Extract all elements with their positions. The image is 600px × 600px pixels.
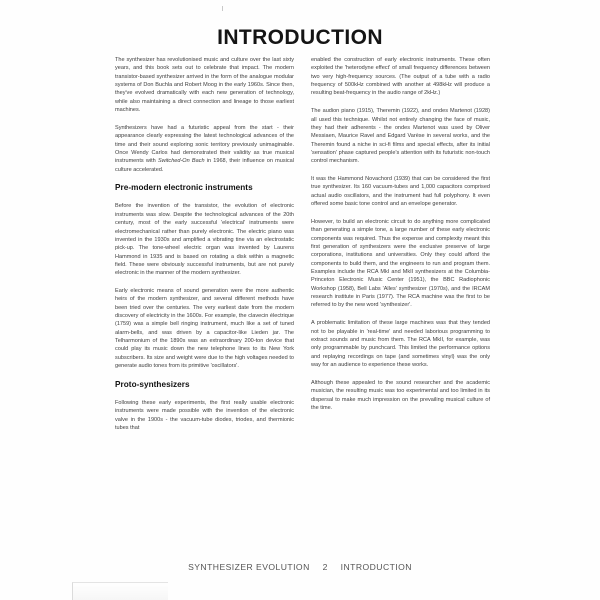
paragraph: Before the invention of the transistor, the evolution of electronic instruments was slow. Despite the technological advances of the 20th century, most of the early successful 'electrical' instruments were electromechanical rather than purely electronic. The electric piano was invented in the 1930s and amplified a vibrating tine via an electrostatic pick-up. The tone-wheel electric organ was invented by Laurens Hammond in 1935 and is based on rotating a disk within a magnetic field. These were obviously successful instruments, but are not purely electronic in the manner of the modern synthesizer. [115,203,294,277]
paragraph-text-part-1: Synthesizers have had a futuristic appeal from the start - their appearance clearly expressing the latest technological advances of the time and their sound exploring sonic territory previously unimaginable. Once Wendy Carlos had demonstrated their validity as true musical instruments with [115,124,294,165]
paragraph-text-part-2: in 1968, their influence on musical culture accelerated. [115,158,294,173]
footer-page-number: 2 [322,562,328,572]
paragraph [115,124,294,174]
paragraph: A problematic limitation of these large machines was that they tended not to be playable in 'real-time' and needed laborious programming to extract sounds and music from them. The RCA MkII, for example, was only programmable by punchcard. This limited the performance options and replaying recordings on tape (and sometimes vinyl) was the only way for an audience to experience these works. [311,320,490,368]
two-column-body [115,56,490,432]
section-heading-pre-modern: Pre-modern electronic instruments [115,183,253,193]
paragraph: Although these appealed to the sound researcher and the academic musician, the resulting music was too experimental and too limited in its dispersal to make much impression on the prevailing musical culture of the time. [311,379,490,411]
footer-chapter: INTRODUCTION [340,562,412,572]
paragraph: It was the Hammond Novachord (1939) that can be considered the first true synthesizer. Its 160 vacuum-tubes and 1,000 capacitors comprised actual audio oscillators, and the instrument had full polyphony. It even offered some basic tone control and an envelope generator. [311,176,490,208]
paragraph: Early electronic means of sound generation were the more authentic heirs of the modern synthesizer, and several different methods have been tried over the centuries. The very earliest date from the modern discovery of electricity in the 1600s. For example, the clavecin électrique (1759) was a simple bell ringing instrument, much like a set of tuned alarm-bells, and was driven by a capacitor-like Lieden jar. The Telharmonium of the 1890s was an extraordinary 200-ton device that could play its music down the new telephone lines to its New York subscribers. Its size and weight were due to the high voltages needed to generate audio tones from its primitive 'oscillators'. [115,288,294,370]
paragraph: However, to build an electronic circuit to do anything more complicated than generating a simple tone, a large number of these early electronic components was required. Thus the expense and complexity meant this first generation of synthesizers were the exclusive preserve of large corporations, institutions and universities. Only they could afford the components to build them, and the engineers to run and program them. Examples include the RCA MkI and MkII synthesizers at the Columbia-Princeton Electronic Music Center (1951), the BBC Radiophonic Workshop (1958), Bell Labs 'Alles' synthesizer (1970s), and the IRCAM research institute in Paris (1977). The RCA machine was the first to be referred to by the new word 'synthesizer'. [311,219,490,309]
right-column [311,56,490,432]
paragraph: The synthesizer has revolutionised music and culture over the last sixty years, and this book sets out to celebrate that impact. The modern transistor-based synthesizer arrived in the form of the analogue modular systems of Don Buchla and Robert Moog in the early 1960s. Since then, they've evolved dramatically with each new generation of technology, while also maintaining a direct connection and lineage to those earliest machines. [115,57,294,114]
page-title: INTRODUCTION [217,26,383,50]
page-registration-mark [222,6,223,11]
left-column [115,56,294,432]
page-footer [0,562,600,572]
paragraph: Following these early experiments, the first really usable electronic instruments were made possible with the invention of the electronic valve in the 1900s - the vacuum-tube diodes, triodes, and thermionic tubes that [115,400,294,432]
book-title-italic: Switched-On Bach [157,158,205,165]
paragraph: The audion piano (1915), Theremin (1922), and ondes Martenot (1928) all used this technique. Whilst not entirely changing the face of music, they had their adherents - the ondes Martenot was used by Oliver Messiaen, Maurice Ravel and Edgard Varèse in several works, and the Theremin found a niche in sci-fi films and special effects, after its initial 'sensation' phase captured people's attention with its futuristic non-touch control mechanism. [311,108,490,165]
page-edge-shadow [72,582,168,600]
footer-book-title: SYNTHESIZER EVOLUTION [188,562,310,572]
section-heading-proto-synthesizers: Proto-synthesizers [115,380,190,389]
paragraph: enabled the construction of early electronic instruments. These often exploited the 'heterodyne effect' of small frequency differences between two very high-frequency sources. (The output of a tube with a radio frequency of 500kHz combined with another at 498kHz will produce a resulting beat-frequency in the audio range of 2kHz.) [311,57,490,97]
